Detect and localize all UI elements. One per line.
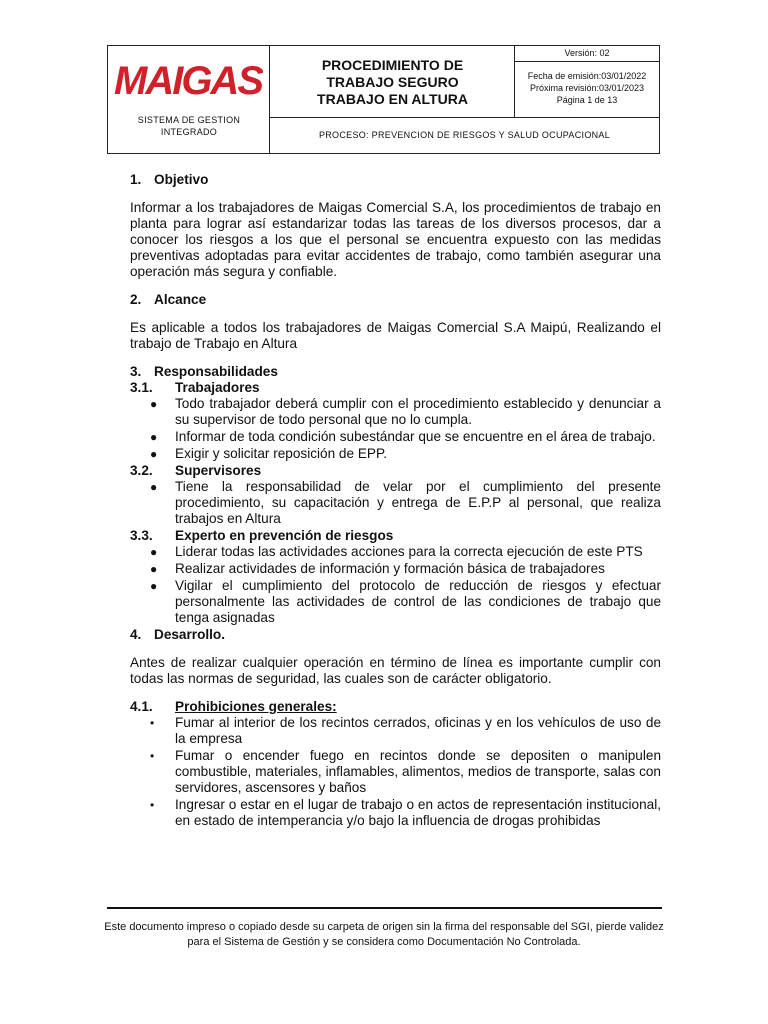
document-title: PROCEDIMIENTO DE TRABAJO SEGURO TRABAJO EN ALTURA bbox=[317, 57, 468, 107]
objetivo-paragraph: Informar a los trabajadores de Maigas Comercial S.A, los procedimientos de trabajo en planta para lograr así estandarizar todas las tareas de los diversos procesos, dar a conocer los riesgos a los que el personal se encuentra expuesto con las medidas preventivas adoptadas para evitar accidentes de trabajo, como también asegurar una operación más segura y confiable. bbox=[130, 200, 661, 279]
bullet-icon: ● bbox=[150, 430, 158, 444]
section-heading-alcance: 2. Alcance bbox=[130, 292, 207, 307]
list-item: • Fumar al interior de los recintos cerrados, oficinas y en los vehículos de uso de la empresa bbox=[150, 715, 661, 746]
list-item: ● Todo trabajador deberá cumplir con el procedimiento establecido y denunciar a su supervisor de todo personal que no lo cumpla. bbox=[150, 396, 661, 427]
section-heading-desarrollo: 4. Desarrollo. bbox=[130, 627, 226, 642]
page-number: Página 1 de 13 bbox=[556, 95, 618, 105]
list-item: ● Informar de toda condición subestándar que se encuentre en el área de trabajo. bbox=[150, 429, 656, 444]
bullet-icon: ● bbox=[150, 562, 158, 576]
proceso-cell: PROCESO: PREVENCION DE RIESGOS Y SALUD OCUPACIONAL bbox=[318, 130, 611, 140]
bullet-icon: • bbox=[150, 716, 155, 730]
list-item: ● Tiene la responsabilidad de velar por el cumplimiento del presente procedimiento, su capacitación y entrega de E.P.P al personal, que realiza trabajos en Altura bbox=[150, 479, 661, 526]
document-body bbox=[130, 172, 661, 830]
footer-disclaimer: Este documento impreso o copiado desde su carpeta de origen sin la firma del responsable del SGI, pierde validez para el Sistema de Gestión y se considera como Documentación No Controlada. bbox=[104, 921, 664, 948]
desarrollo-paragraph: Antes de realizar cualquier operación en término de línea es importante cumplir con todas las normas de seguridad, las cuales son de carácter obligatorio. bbox=[130, 655, 661, 686]
logo-cell bbox=[108, 46, 270, 153]
version-cell: Versión: 02 bbox=[515, 46, 659, 62]
subsection-heading-experto: 3.3. Experto en prevención de riesgos bbox=[130, 528, 394, 543]
list-item: ● Realizar actividades de información y formación básica de trabajadores bbox=[150, 561, 605, 576]
list-item: • Fumar o encender fuego en recintos donde se depositen o manipulen combustible, materiales, inflamables, alimentos, medios de transporte, salas con servidores, ascensores y baños bbox=[150, 748, 661, 795]
section-heading-objetivo: 1. Objetivo bbox=[130, 172, 209, 187]
list-item: ● Vigilar el cumplimiento del protocolo de reducción de riesgos y efectuar personalmente las actividades de control de las condiciones de trabajo que tenga asignadas bbox=[150, 578, 661, 625]
experto-list bbox=[130, 544, 661, 626]
bullet-icon: ● bbox=[150, 480, 158, 494]
list-item: ● Exigir y solicitar reposición de EPP. bbox=[150, 446, 388, 461]
dates-cell bbox=[515, 62, 659, 118]
proxima-revision: Próxima revisión:03/01/2023 bbox=[529, 83, 645, 93]
title-cell bbox=[270, 46, 515, 118]
list-item: • Ingresar o estar en el lugar de trabajo o en actos de representación institucional, en estado de intemperancia y/o bajo la influencia de drogas prohibidas bbox=[150, 797, 661, 828]
alcance-paragraph: Es aplicable a todos los trabajadores de Maigas Comercial S.A Maipú, Realizando el trabajo de Trabajo en Altura bbox=[130, 320, 661, 351]
subsection-heading-prohibiciones: 4.1. Prohibiciones generales: bbox=[130, 699, 337, 714]
trabajadores-list bbox=[130, 396, 661, 462]
logo-subtitle: SISTEMA DE GESTION INTEGRADO bbox=[137, 115, 241, 137]
section-heading-responsabilidades: 3. Responsabilidades bbox=[130, 364, 278, 379]
bullet-icon: ● bbox=[150, 397, 158, 411]
subsection-heading-trabajadores: 3.1. Trabajadores bbox=[130, 380, 260, 395]
bullet-icon: ● bbox=[150, 579, 158, 593]
list-item: ● Liderar todas las actividades acciones para la correcta ejecución de este PTS bbox=[150, 544, 643, 559]
subsection-heading-supervisores: 3.2. Supervisores bbox=[130, 463, 262, 478]
fecha-emision: Fecha de emisión:03/01/2022 bbox=[527, 71, 647, 81]
logo-wordmark: MAIGAS bbox=[114, 59, 262, 102]
footer-divider bbox=[107, 907, 662, 909]
document-header-table bbox=[107, 45, 660, 154]
bullet-icon: ● bbox=[150, 545, 158, 559]
bullet-icon: • bbox=[150, 798, 155, 812]
bullet-icon: ● bbox=[150, 447, 158, 461]
prohibiciones-list bbox=[130, 715, 661, 829]
supervisores-list bbox=[130, 479, 661, 527]
maigas-logo bbox=[113, 58, 263, 102]
bullet-icon: • bbox=[150, 749, 155, 763]
